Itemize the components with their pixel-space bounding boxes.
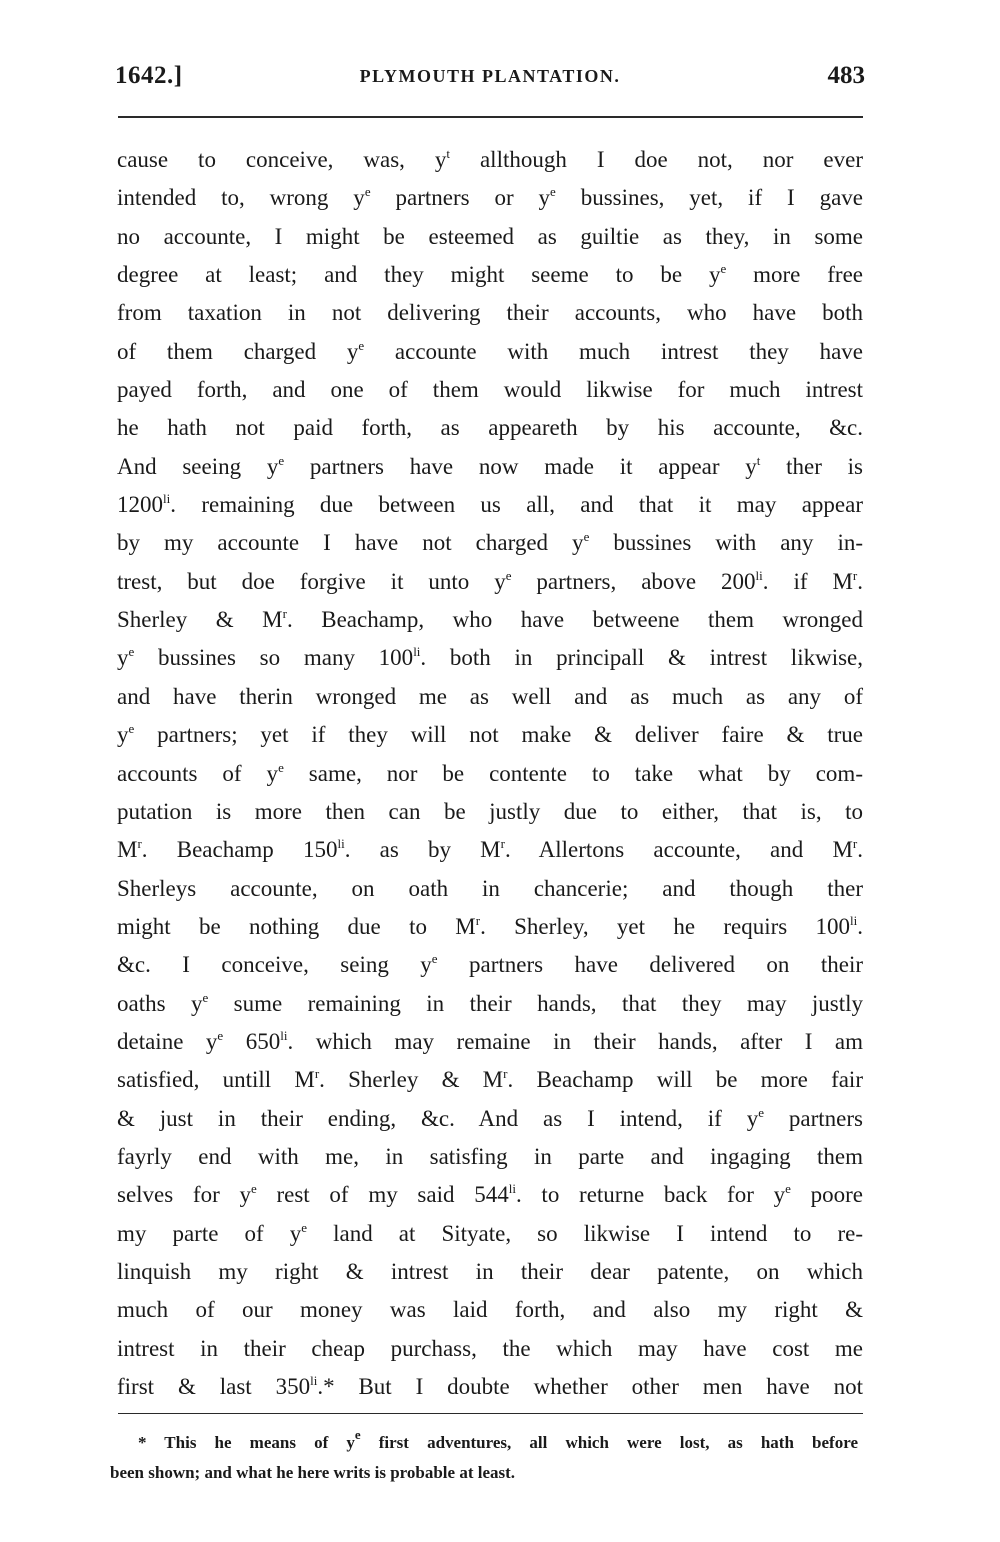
superscript: e bbox=[217, 1027, 224, 1043]
text-line bbox=[117, 1330, 863, 1368]
line-text: . Beachamp, who have betweene them wronged bbox=[286, 607, 863, 633]
superscript: e bbox=[358, 337, 365, 353]
text-line bbox=[117, 831, 863, 869]
line-text: putation is more then can be justly due to either, that is, to bbox=[117, 798, 863, 824]
text-line bbox=[117, 1176, 863, 1214]
line-text: . Beachamp will be more fair bbox=[507, 1067, 863, 1093]
footnote-superscript: e bbox=[354, 1427, 361, 1442]
line-text: more free bbox=[726, 262, 864, 288]
superscript: li bbox=[508, 1181, 516, 1197]
body-text bbox=[117, 141, 863, 1406]
line-text: land at Sityate, so likwise I intend to re- bbox=[307, 1220, 864, 1246]
text-line bbox=[117, 1061, 863, 1099]
header-rule bbox=[118, 116, 863, 118]
text-line bbox=[117, 870, 863, 908]
superscript: e bbox=[583, 529, 590, 545]
line-text: . to returne back for y bbox=[515, 1182, 786, 1208]
text-line bbox=[117, 1253, 863, 1291]
line-text: . as by M bbox=[344, 837, 501, 863]
text-line bbox=[117, 256, 863, 294]
line-text: much of our money was laid forth, and also my right & bbox=[117, 1297, 863, 1323]
line-text: And seeing y bbox=[117, 453, 279, 479]
line-text: . Allertons accounte, and M bbox=[504, 837, 853, 863]
superscript: e bbox=[301, 1219, 308, 1235]
footnote-text: * This he means of y bbox=[138, 1433, 355, 1452]
superscript: e bbox=[278, 452, 285, 468]
line-text: from taxation in not delivering their accounts, who have both bbox=[117, 300, 863, 326]
superscript: r bbox=[500, 836, 505, 852]
superscript: li bbox=[337, 836, 345, 852]
line-text: of them charged y bbox=[117, 338, 359, 364]
text-line bbox=[117, 716, 863, 754]
line-text: no accounte, I might be esteemed as guiltie as they, in some bbox=[117, 223, 863, 249]
line-text: rest of my said 544 bbox=[256, 1182, 509, 1208]
line-text: Sherley & M bbox=[117, 607, 283, 633]
line-text: . if M bbox=[762, 568, 853, 594]
line-text: . both in principall & intrest likwise, bbox=[420, 645, 863, 671]
line-text: partners have now made it appear y bbox=[284, 453, 757, 479]
line-text: & just in their ending, &c. And as I intend, if y bbox=[117, 1105, 759, 1131]
line-text: partners, above 200 bbox=[511, 568, 756, 594]
line-text: . Sherley, yet he requirs 100 bbox=[480, 913, 851, 939]
line-text: partners or y bbox=[370, 185, 551, 211]
superscript: e bbox=[785, 1181, 791, 1197]
footnote-line bbox=[110, 1428, 858, 1458]
text-line bbox=[117, 486, 863, 524]
text-line bbox=[117, 793, 863, 831]
superscript: li bbox=[280, 1027, 288, 1043]
superscript: r bbox=[503, 1066, 508, 1082]
line-text: bussines so many 100 bbox=[134, 645, 414, 671]
line-text: and have therin wronged me as well and as much as any of bbox=[117, 683, 863, 709]
superscript: e bbox=[202, 989, 209, 1005]
superscript: li bbox=[850, 912, 858, 928]
line-text: oaths y bbox=[117, 990, 203, 1016]
line-text: satisfied, untill M bbox=[117, 1067, 315, 1093]
footnote bbox=[110, 1428, 858, 1488]
text-line bbox=[117, 1291, 863, 1329]
line-text: linquish my right & intrest in their dear patente, on which bbox=[117, 1258, 863, 1284]
superscript: e bbox=[128, 644, 135, 660]
text-line bbox=[117, 755, 863, 793]
header-title: PLYMOUTH PLANTATION. bbox=[359, 66, 621, 86]
text-line bbox=[117, 1215, 863, 1253]
line-text: first & last 350 bbox=[117, 1374, 311, 1399]
line-text: y bbox=[117, 722, 129, 748]
line-text: bussines with any in- bbox=[589, 530, 863, 556]
line-text: detaine y bbox=[117, 1028, 218, 1054]
line-text: . bbox=[857, 913, 863, 939]
text-line bbox=[117, 601, 863, 639]
superscript: r bbox=[282, 606, 287, 622]
line-text: . Sherley & M bbox=[319, 1067, 504, 1093]
line-text: allthough I doe not, nor ever bbox=[450, 147, 863, 172]
line-text: . bbox=[857, 837, 863, 863]
text-line bbox=[117, 218, 863, 256]
running-header bbox=[115, 62, 865, 96]
superscript: e bbox=[128, 721, 135, 737]
superscript: li bbox=[755, 567, 763, 583]
superscript: r bbox=[852, 836, 858, 852]
line-text: bussines, yet, if I gave bbox=[555, 185, 863, 211]
line-text: partners have delivered on their bbox=[437, 952, 863, 978]
line-text: payed forth, and one of them would likwise for much intrest bbox=[117, 377, 863, 403]
line-text: &c. I conceive, seing y bbox=[117, 952, 432, 978]
text-line bbox=[117, 448, 863, 486]
line-text: . which may remaine in their hands, after I am bbox=[287, 1028, 864, 1054]
line-text: selves for y bbox=[117, 1182, 251, 1208]
line-text: sume remaining in their hands, that they may justly bbox=[208, 990, 863, 1016]
text-line bbox=[117, 946, 863, 984]
superscript: r bbox=[852, 567, 858, 583]
text-line bbox=[117, 985, 863, 1023]
line-text: 1200 bbox=[117, 492, 163, 518]
text-line bbox=[117, 141, 863, 179]
line-text: intrest in their cheap purchass, the which may have cost me bbox=[117, 1335, 863, 1361]
text-line bbox=[117, 639, 863, 677]
text-line bbox=[117, 678, 863, 716]
line-text: M bbox=[117, 837, 138, 863]
page-number: 483 bbox=[827, 62, 865, 89]
line-text: same, nor be contente to take what by com- bbox=[283, 760, 863, 786]
line-text: he hath not paid forth, as appeareth by his accounte, &c. bbox=[117, 415, 863, 441]
line-text: 650 bbox=[223, 1028, 281, 1054]
line-text: y bbox=[117, 645, 129, 671]
superscript: r bbox=[314, 1066, 320, 1082]
line-text: . remaining due between us all, and that it may appear bbox=[170, 492, 863, 518]
line-text: ther is bbox=[760, 453, 863, 479]
line-text: accounte with much intrest they have bbox=[364, 338, 863, 364]
text-line bbox=[117, 1368, 863, 1406]
superscript: li bbox=[310, 1373, 318, 1388]
line-text: by my accounte I have not charged y bbox=[117, 530, 584, 556]
line-text: trest, but doe forgive it unto y bbox=[117, 568, 506, 594]
superscript: t bbox=[756, 452, 761, 468]
line-text: Sherleys accounte, on oath in chancerie; and though ther bbox=[117, 875, 863, 901]
line-text: fayrly end with me, in satisfing in parte and ingaging them bbox=[117, 1143, 863, 1169]
header-year: 1642.] bbox=[115, 62, 183, 89]
text-line bbox=[117, 294, 863, 332]
line-text: .* But I doubte whether other men have not bbox=[317, 1374, 863, 1399]
text-line bbox=[117, 524, 863, 562]
superscript: e bbox=[278, 759, 284, 775]
line-text: poore bbox=[790, 1182, 863, 1208]
line-text: degree at least; and they might seeme to be y bbox=[117, 262, 721, 288]
line-text: partners; yet if they will not make & deliver faire & true bbox=[134, 722, 863, 748]
footnote-text: first adventures, all which were lost, as hath before bbox=[360, 1433, 858, 1452]
superscript: e bbox=[758, 1104, 765, 1120]
line-text: my parte of y bbox=[117, 1220, 302, 1246]
text-line bbox=[117, 409, 863, 447]
line-text: . bbox=[857, 568, 863, 594]
text-line bbox=[117, 179, 863, 217]
line-text: . Beachamp 150 bbox=[141, 837, 338, 863]
superscript: e bbox=[431, 951, 438, 967]
text-line bbox=[117, 1023, 863, 1061]
text-line bbox=[117, 1100, 863, 1138]
superscript: e bbox=[505, 567, 512, 583]
superscript: e bbox=[364, 184, 371, 200]
superscript: r bbox=[475, 912, 481, 928]
text-line bbox=[117, 908, 863, 946]
text-line bbox=[117, 333, 863, 371]
superscript: r bbox=[137, 836, 142, 852]
superscript: e bbox=[250, 1181, 257, 1197]
line-text: cause to conceive, was, y bbox=[117, 147, 447, 172]
line-text: accounts of y bbox=[117, 760, 279, 786]
line-text: intended to, wrong y bbox=[117, 185, 365, 211]
superscript: e bbox=[550, 184, 556, 200]
footnote-rule bbox=[118, 1413, 863, 1414]
line-text: partners bbox=[764, 1105, 863, 1131]
superscript: t bbox=[446, 146, 450, 161]
superscript: e bbox=[720, 261, 727, 277]
superscript: li bbox=[163, 491, 171, 507]
text-line bbox=[117, 563, 863, 601]
footnote-line: been shown; and what he here writs is probable at least. bbox=[110, 1463, 516, 1482]
superscript: li bbox=[413, 644, 421, 660]
text-line bbox=[117, 371, 863, 409]
line-text: might be nothing due to M bbox=[117, 913, 476, 939]
text-line bbox=[117, 1138, 863, 1176]
